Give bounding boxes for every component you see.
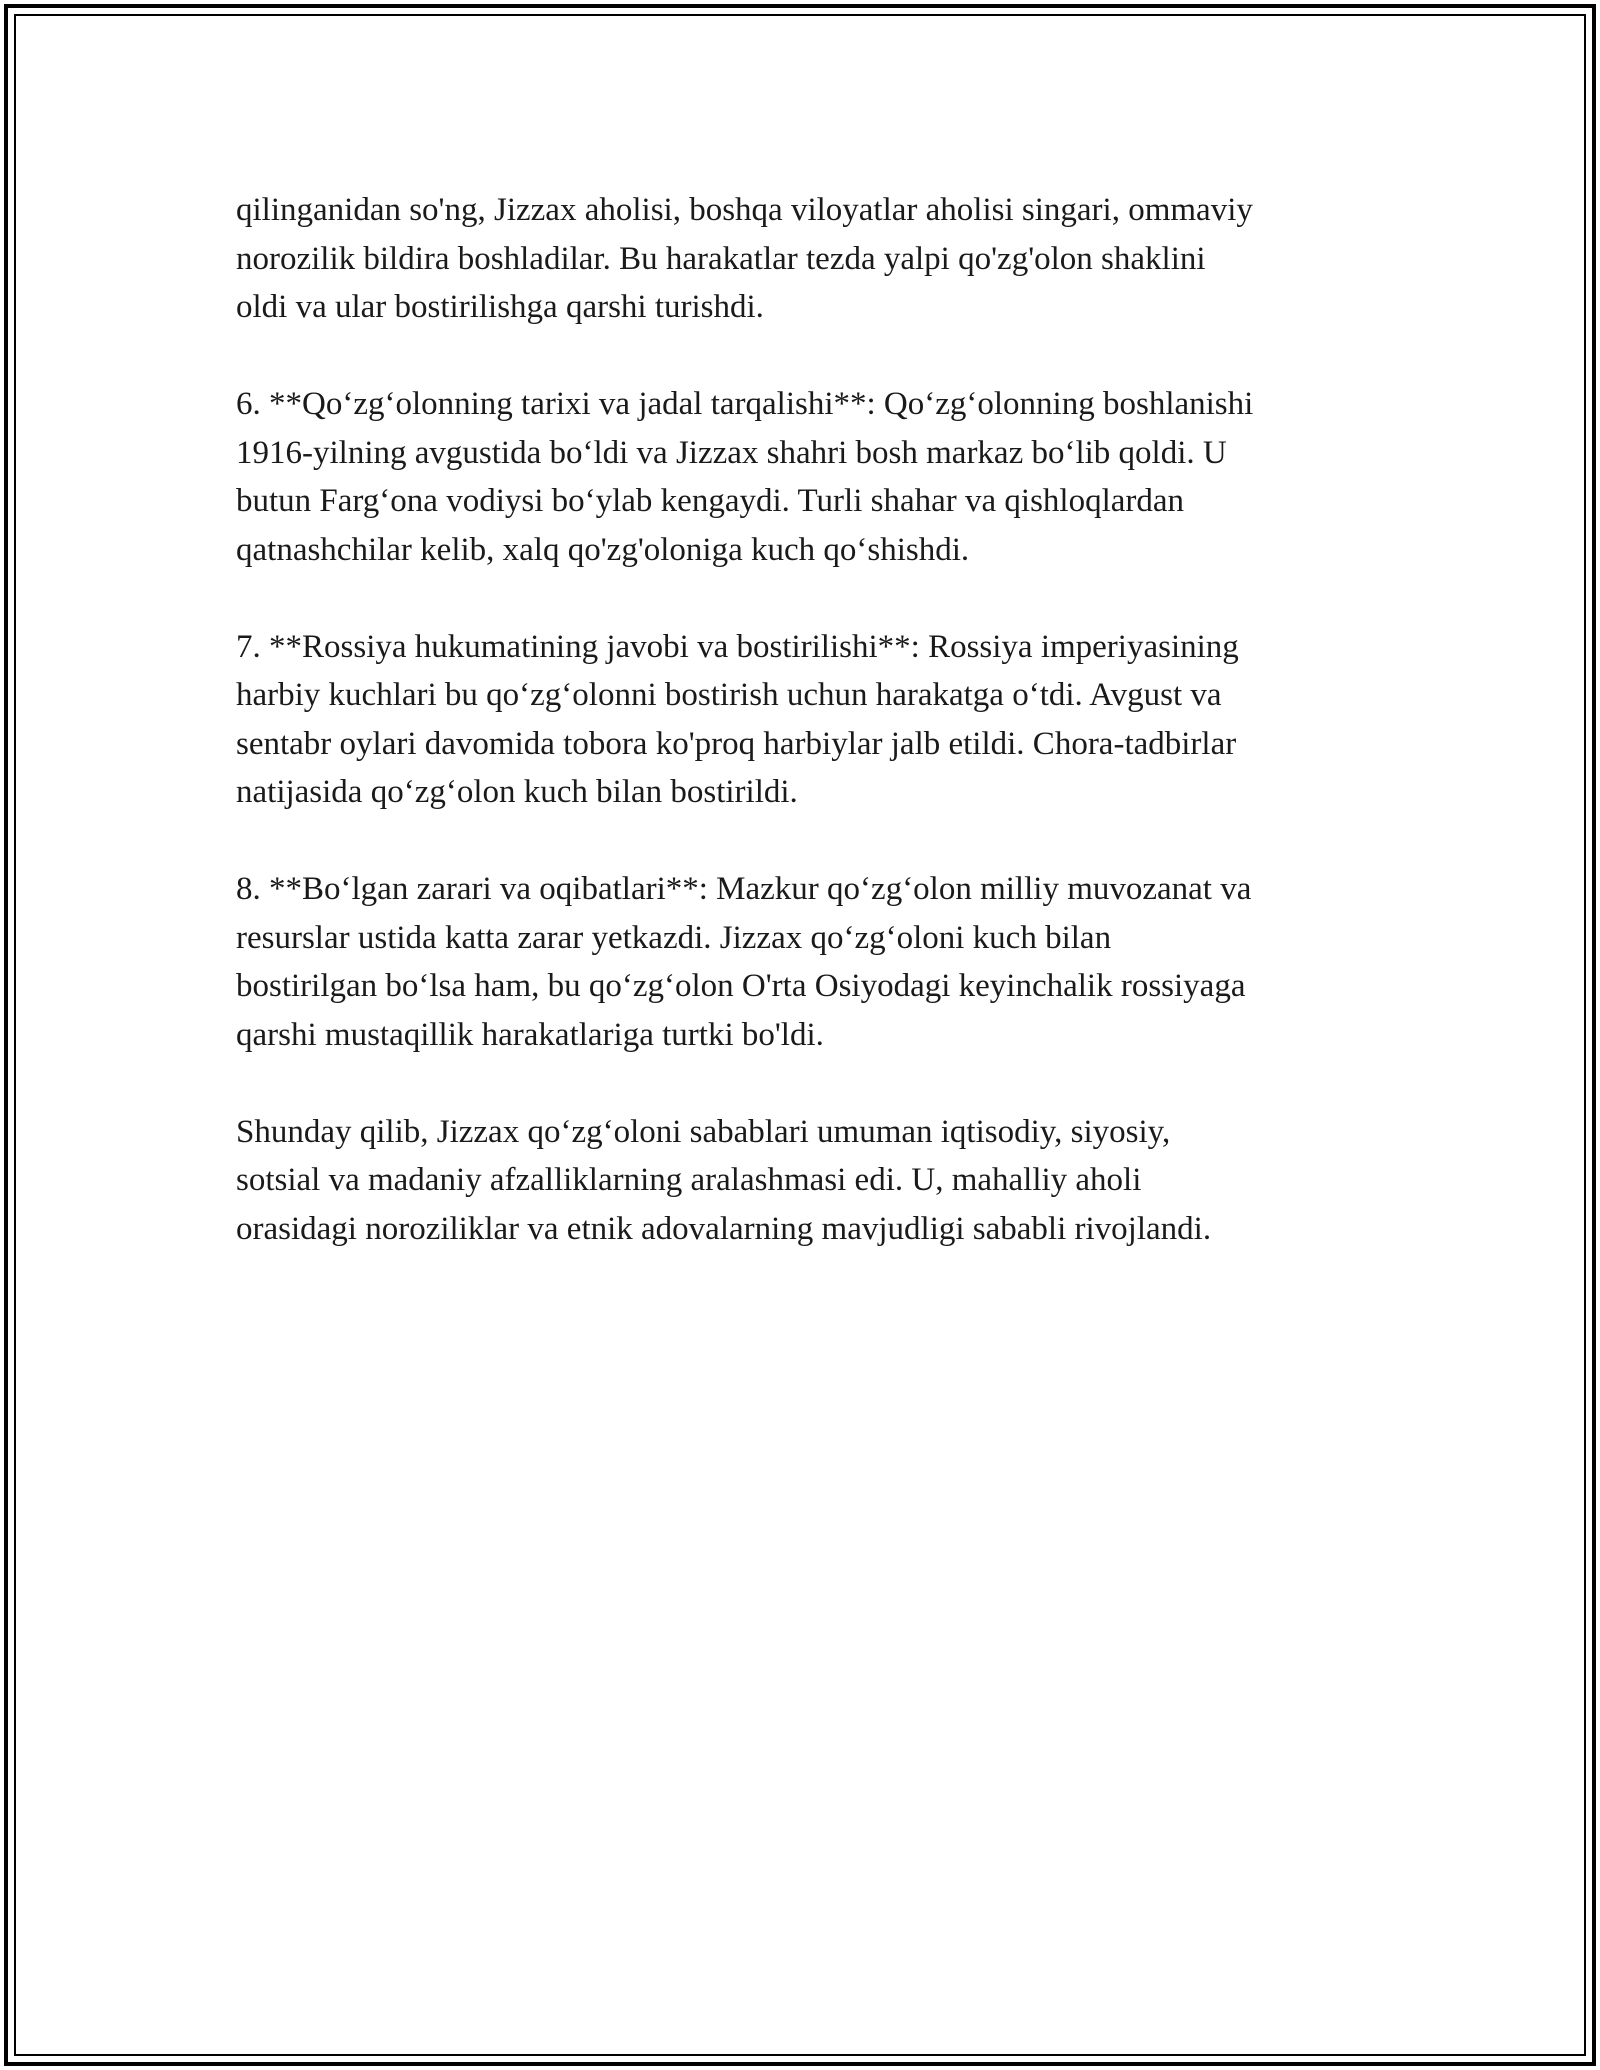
paragraph-item-7 — [236, 623, 1386, 817]
text-line: natijasida qo‘zg‘olon kuch bilan bostirildi. — [236, 774, 798, 810]
text-line: qarshi mustaqillik harakatlariga turtki bo'ldi. — [236, 1016, 824, 1053]
paragraph-item-6 — [236, 380, 1386, 574]
text-line: butun Farg‘ona vodiysi bo‘ylab kengaydi. Turli shahar va qishloqlardan — [236, 483, 1185, 519]
text-line: qatnashchilar kelib, xalq qo'zg'oloniga kuch qo‘shishdi. — [236, 531, 970, 568]
text-line: orasidagi noroziliklar va etnik adovalarning mavjudligi sababli rivojlandi. — [236, 1210, 1212, 1247]
text-line: resurslar ustida katta zarar yetkazdi. Jizzax qo‘zg‘oloni kuch bilan — [236, 919, 1112, 956]
paragraph-intro — [236, 186, 1386, 332]
text-line: norozilik bildira boshladilar. Bu harakatlar tezda yalpi qo'zg'olon shaklini — [236, 240, 1206, 277]
paragraph-item-8 — [236, 865, 1386, 1059]
text-line: sentabr oylari davomida tobora ko'proq harbiylar jalb etildi. Chora-tadbirlar — [236, 725, 1237, 762]
document-body — [236, 186, 1386, 1302]
text-line: qilinganidan so'ng, Jizzax aholisi, boshqa viloyatlar aholisi singari, ommaviy — [236, 192, 1253, 228]
text-line: 6. **Qo‘zg‘olonning tarixi va jadal tarqalishi**: Qo‘zg‘olonning boshlanishi — [236, 386, 1254, 422]
text-line: oldi va ular bostirilishga qarshi turishdi. — [236, 289, 764, 325]
text-line: sotsial va madaniy afzalliklarning aralashmasi edi. U, mahalliy aholi — [236, 1162, 1142, 1198]
text-line: bostirilgan bo‘lsa ham, bu qo‘zg‘olon O'rta Osiyodagi keyinchalik rossiyaga — [236, 968, 1246, 1004]
text-line: 1916-yilning avgustida bo‘ldi va Jizzax shahri bosh markaz bo‘lib qoldi. U — [236, 434, 1227, 471]
text-line: 8. **Bo‘lgan zarari va oqibatlari**: Mazkur qo‘zg‘olon milliy muvozanat va — [236, 871, 1252, 907]
text-line: harbiy kuchlari bu qo‘zg‘olonni bostirish uchun harakatga o‘tdi. Avgust va — [236, 677, 1222, 713]
text-line: 7. **Rossiya hukumatining javobi va bostirilishi**: Rossiya imperiyasining — [236, 628, 1239, 665]
text-line: Shunday qilib, Jizzax qo‘zg‘oloni sabablari umuman iqtisodiy, siyosiy, — [236, 1113, 1171, 1150]
paragraph-conclusion — [236, 1108, 1386, 1254]
